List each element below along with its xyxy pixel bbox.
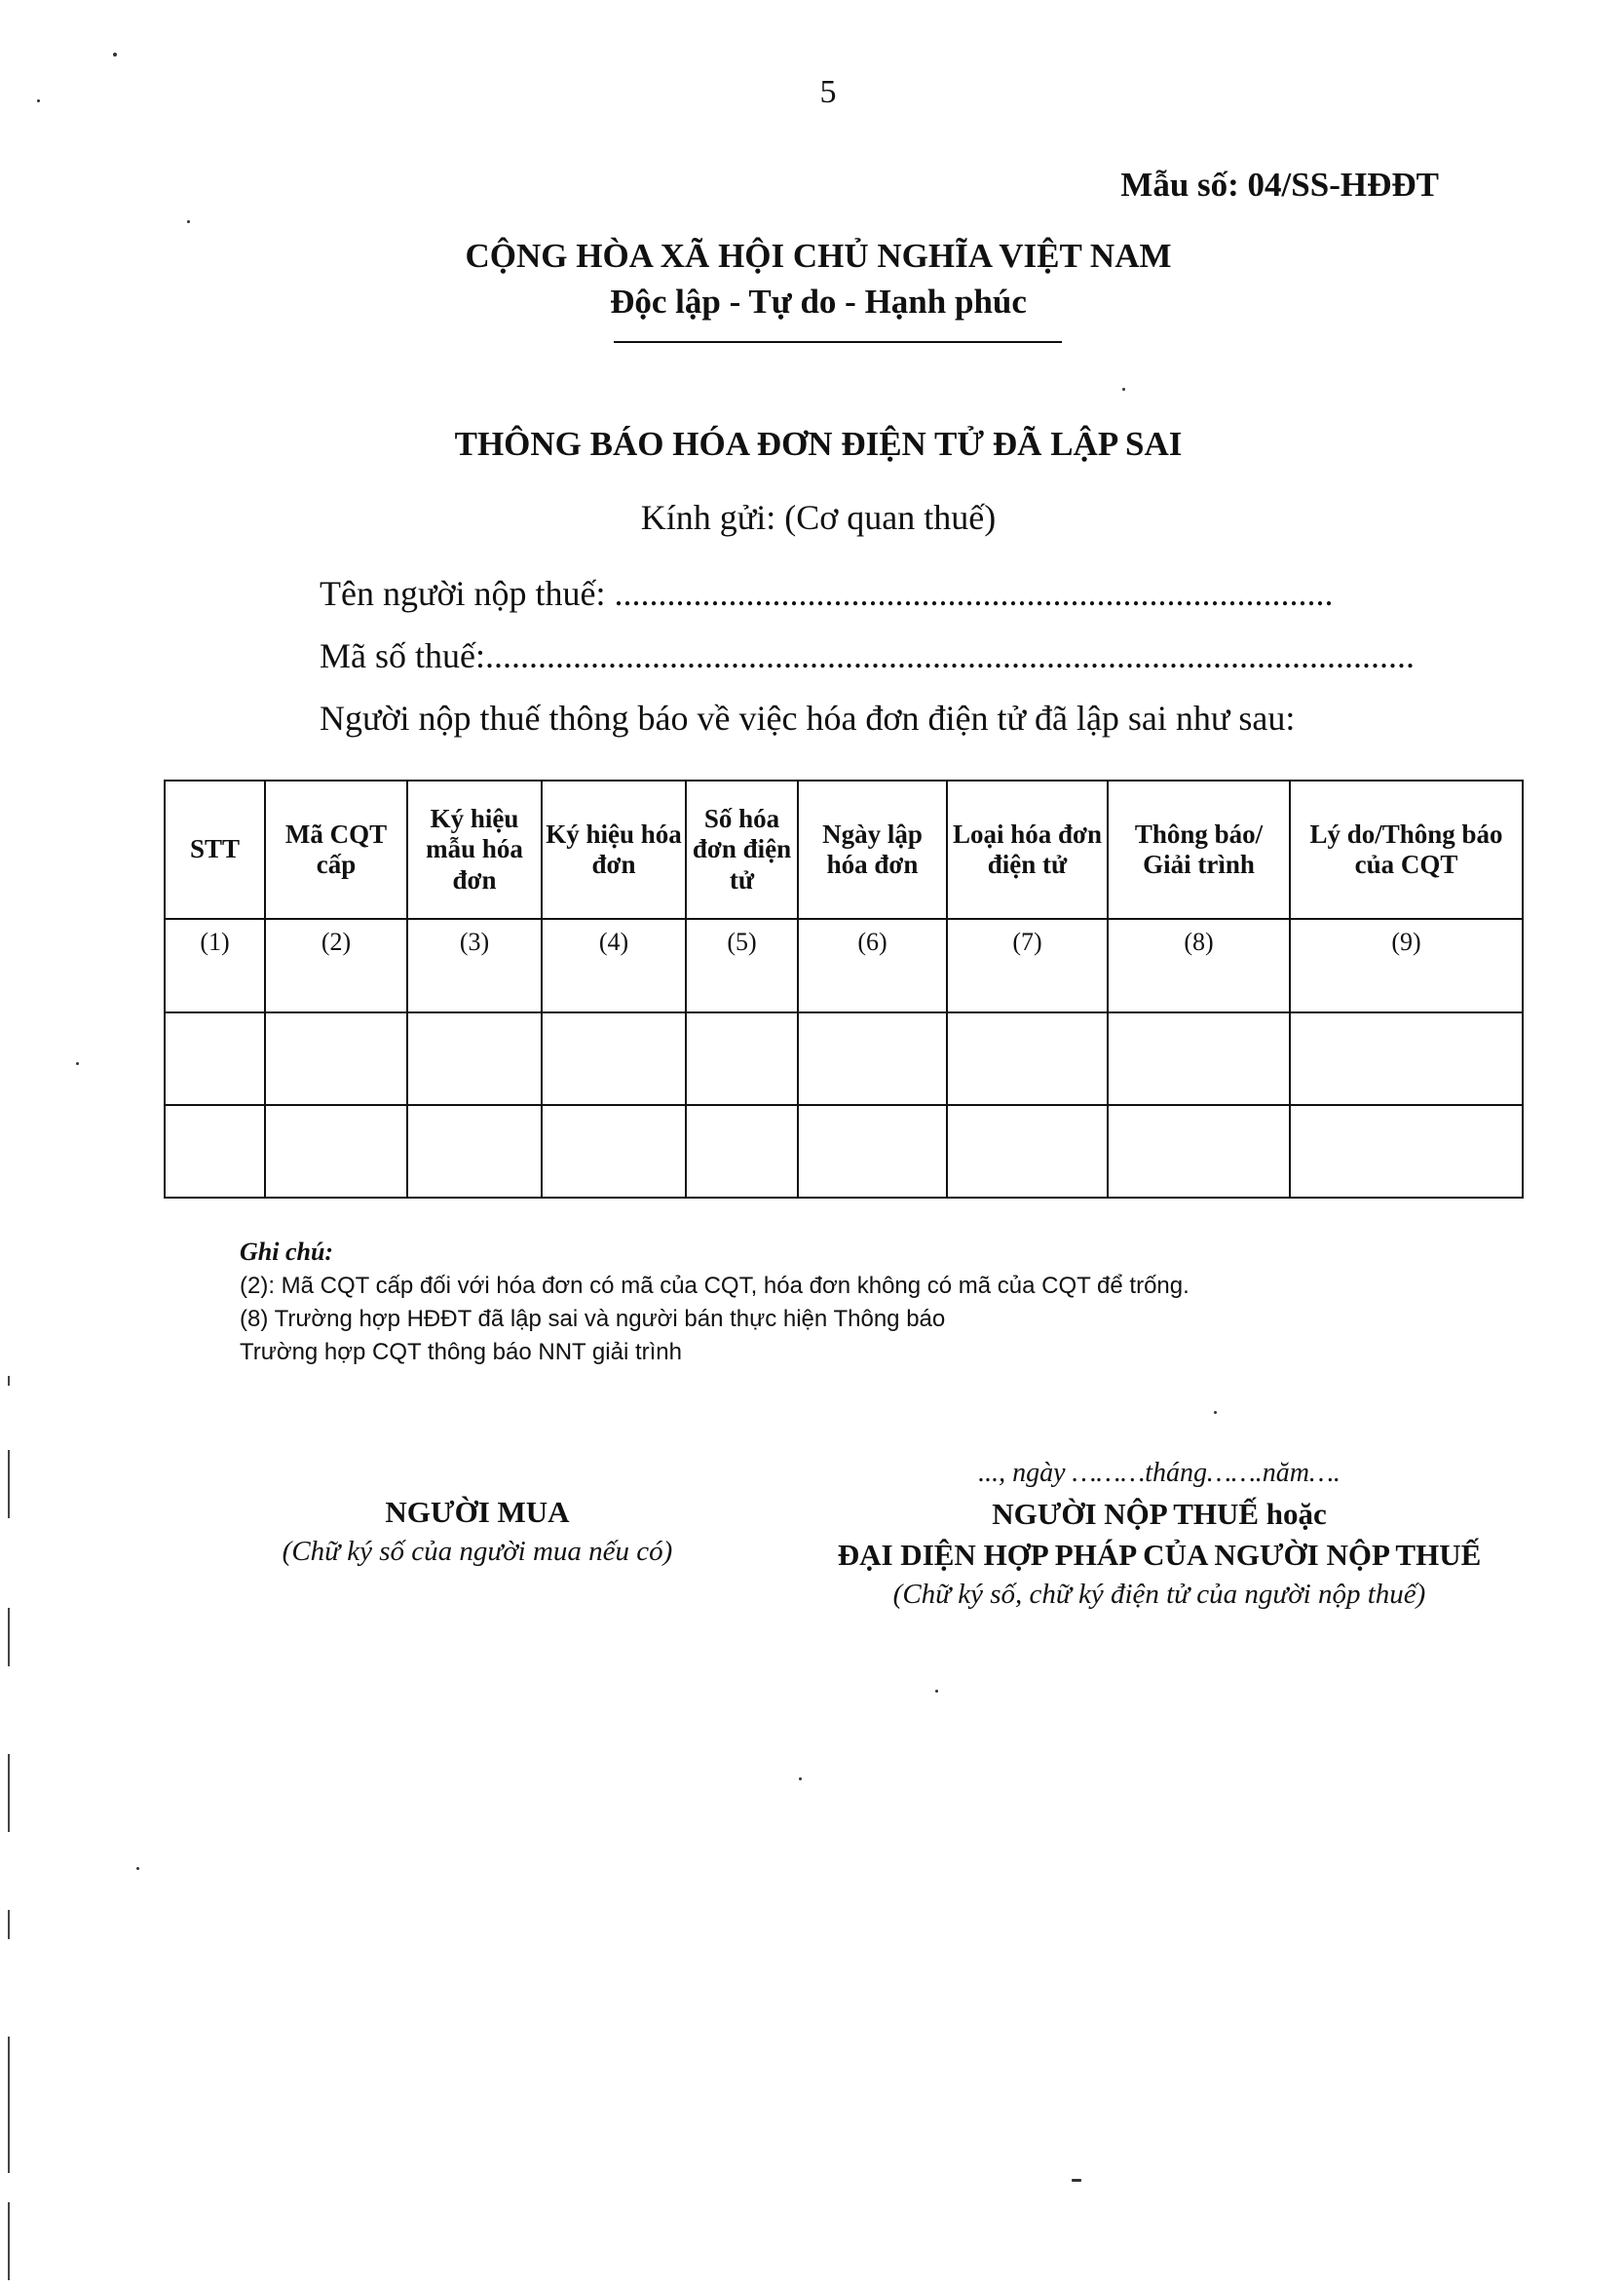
table-cell [542,1012,686,1105]
scan-speck [113,53,117,57]
table-cell [265,1105,407,1198]
table-cell [407,1105,542,1198]
scan-speck [935,1690,938,1693]
column-header: Mã CQT cấp [265,781,407,919]
table-cell [407,1012,542,1105]
table-cell [542,1105,686,1198]
table-header-row [165,781,1523,919]
column-number: (3) [407,919,542,1012]
buyer-title: NGƯỜI MUA [385,1495,570,1529]
invoice-table [164,780,1524,1199]
scan-edge-mark [8,2037,10,2173]
column-number: (7) [947,919,1108,1012]
table-cell [265,1012,407,1105]
buyer-signature-note: (Chữ ký số của người mua nếu có) [282,1536,673,1567]
national-title: CỘNG HÒA XÃ HỘI CHỦ NGHĨA VIỆT NAM [465,237,1172,275]
column-header: Ký hiệu hóa đơn [542,781,686,919]
scan-speck [136,1867,139,1870]
page-number: 5 [819,74,837,110]
table-cell [798,1105,947,1198]
table-cell [1108,1012,1290,1105]
table-cell [947,1012,1108,1105]
column-number: (8) [1108,919,1290,1012]
column-header: Loại hóa đơn điện tử [947,781,1108,919]
scan-edge-mark [8,1450,10,1518]
scan-edge-mark [8,1910,10,1939]
scan-speck [37,99,40,102]
table-cell [947,1105,1108,1198]
date-line: ..., ngày ………tháng…….năm…. [978,1458,1341,1488]
column-number: (2) [265,919,407,1012]
table-cell [1290,1105,1523,1198]
column-number: (1) [165,919,265,1012]
note-line: Trường hợp CQT thông báo NNT giải trình [240,1339,682,1365]
column-header: Ngày lập hóa đơn [798,781,947,919]
scan-speck [1122,388,1125,391]
column-number: (6) [798,919,947,1012]
representative-title: ĐẠI DIỆN HỢP PHÁP CỦA NGƯỜI NỘP THUẾ [837,1538,1482,1572]
column-number: (4) [542,919,686,1012]
taxpayer-signature-note: (Chữ ký số, chữ ký điện tử của người nộp thuế) [892,1579,1426,1610]
scan-speck [187,220,190,223]
scan-speck [799,1777,802,1780]
scan-edge-mark [8,1376,10,1386]
form-code: Mẫu số: 04/SS-HĐĐT [1120,166,1439,204]
table-row [165,1105,1523,1198]
scan-speck [76,1062,79,1065]
column-number-row [165,919,1523,1012]
column-number: (9) [1290,919,1523,1012]
table-cell [165,1105,265,1198]
column-header: Ký hiệu mẫu hóa đơn [407,781,542,919]
taxpayer-name-field: Tên người nộp thuế: .................................................................................. [320,574,1334,613]
taxpayer-title: NGƯỜI NỘP THUẾ hoặc [992,1497,1327,1531]
scan-speck [1214,1411,1217,1414]
column-header: STT [165,781,265,919]
tax-code-field: Mã số thuế:.......................................................................................................... [320,636,1415,675]
table-row [165,1012,1523,1105]
table-cell [686,1105,798,1198]
table-cell [1290,1012,1523,1105]
column-header: Số hóa đơn điện tử [686,781,798,919]
document-title: THÔNG BÁO HÓA ĐƠN ĐIỆN TỬ ĐÃ LẬP SAI [454,425,1183,463]
scan-edge-mark [8,2202,10,2280]
intro-text: Người nộp thuế thông báo về việc hóa đơn điện tử đã lập sai như sau: [320,699,1296,738]
column-header: Lý do/Thông báo của CQT [1290,781,1523,919]
table-cell [798,1012,947,1105]
table-cell [165,1012,265,1105]
note-line: (8) Trường hợp HĐĐT đã lập sai và người bán thực hiện Thông báo [240,1306,946,1332]
column-header: Thông báo/ Giải trình [1108,781,1290,919]
column-number: (5) [686,919,798,1012]
scan-edge-mark [8,1608,10,1666]
table-cell [1108,1105,1290,1198]
scan-speck [1072,2179,1081,2182]
header-underline [614,341,1062,343]
recipient-line: Kính gửi: (Cơ quan thuế) [640,498,997,537]
national-motto: Độc lập - Tự do - Hạnh phúc [610,283,1027,321]
scan-edge-mark [8,1754,10,1832]
note-line: (2): Mã CQT cấp đối với hóa đơn có mã của CQT, hóa đơn không có mã của CQT để trống. [240,1273,1190,1299]
table-cell [686,1012,798,1105]
notes-title: Ghi chú: [240,1238,334,1266]
